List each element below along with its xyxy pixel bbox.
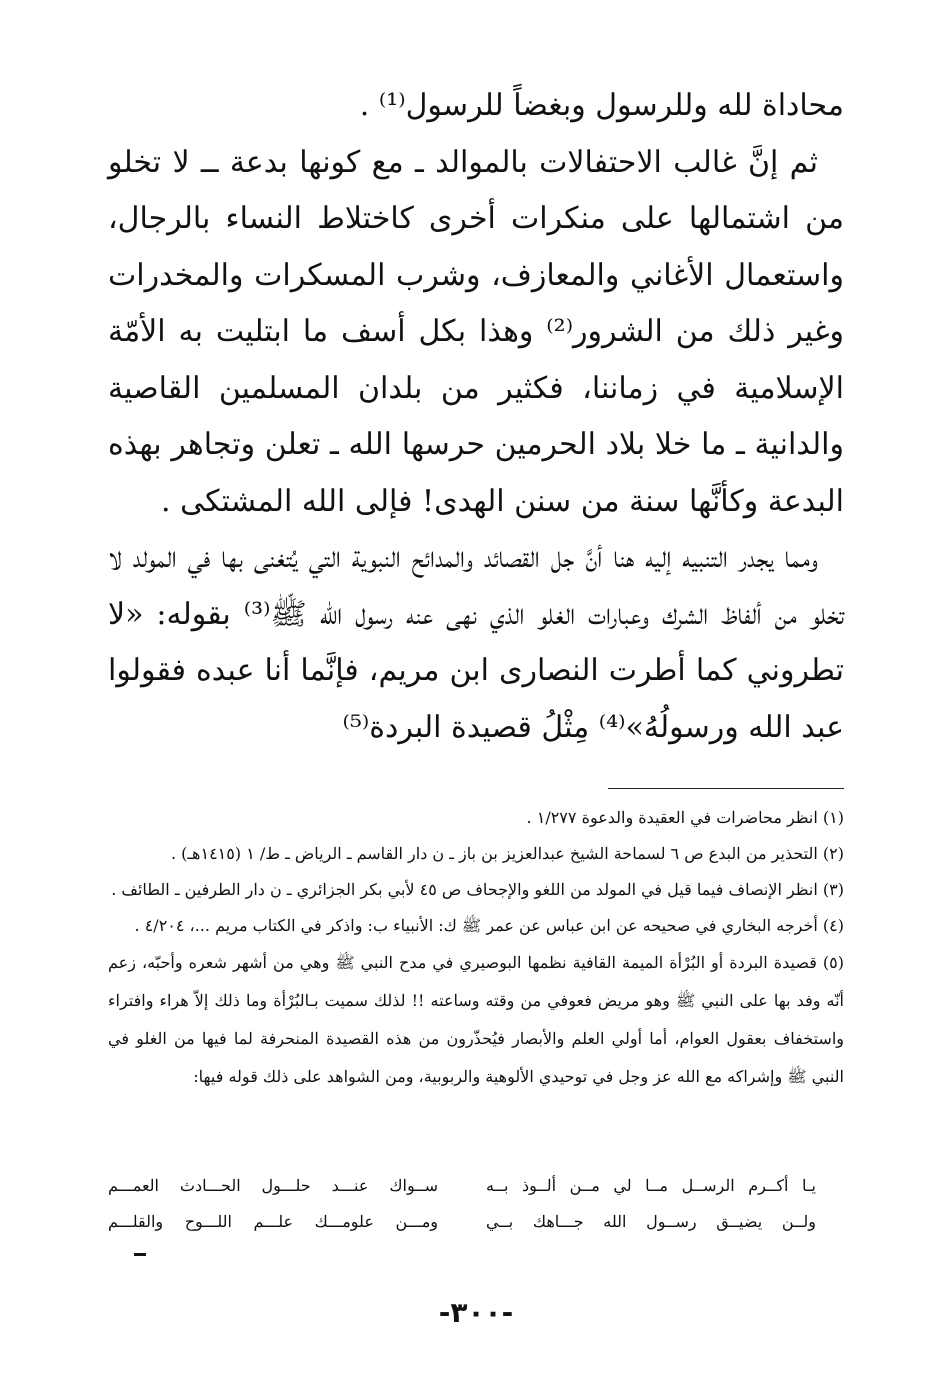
footnote-3: (٣) انظر الإنصاف فيما قيل في المولد من اللغو والإجحاف ص ٤٥ لأبي بكر الجزائري ـ ن دار الطرفين ـ الطائف . (111, 880, 844, 899)
verse-2 (108, 1204, 844, 1240)
footnote-2: (٢) التحذير من البدع ص ٦ لسماحة الشيخ عبدالعزيز بن باز ـ ن دار القاسم ـ الرياض ـ ط/ ١ (١٤١٥هـ) . (170, 844, 844, 863)
verse-1-second-half: ســواك عنـــد حلـــول الحـــادث العمـــم (108, 1176, 438, 1195)
paragraph-3: ومما يجدر التنبيه إليه هنا أنَّ جل القصائد والمدائح النبوية التي يُتغنى بها في المولد لا تخلو من ألفاظ الشرك وعبارات الغلو الذي نهى عنه رسول الله ﷺ⁽³⁾ بقوله: «لا تطروني كما أطرت النصارى ابن مريم، فإنَّما أنا عبده فقولوا عبد الله ورسولُهُ»⁽⁴⁾ مِثْلُ قصيدة البردة⁽⁵⁾ (108, 540, 844, 745)
footnotes (108, 800, 844, 1096)
footnote-5: (٥) قصيدة البردة أو البُرْأة الميمة القافية نظمها البوصيري في مدح النبي ﷺ وهي من أشهر شعره وأحبّه، زعم أنّه وفد بها على النبي ﷺ وهو مريض فعوفي من وقته وساعته !! لذلك سميت بـالبُرْأة وما ذلك إلاّ هراء وافتراء واستخفاف بعقول العوام، أما أولي العلم والأبصار فيُحذّرون من هذه القصيدة المنحرفة لما فيها من الغلو في النبي ﷺ وإشراكه مع الله عز وجل في توحيدي الألوهية والربوبية، ومن الشواهد على ذلك قوله فيها: (108, 953, 845, 1086)
verse-1 (108, 1168, 844, 1204)
verse-2-second-half: ومـــن علومـــك علـــم اللـــوح والقلـــم (108, 1212, 438, 1231)
footnote-1: (١) انظر محاضرات في العقيدة والدعوة ١/٢٧٧ . (526, 808, 844, 827)
paragraph-1: محاداة لله وللرسول وبغضاً للرسول⁽¹⁾ . (359, 88, 844, 123)
verse-1-first-half: يـا أكــرم الرســل مــا لي مــن ألــوذ بــه (486, 1176, 816, 1195)
footnote-4: (٤) أخرجه البخاري في صحيحه عن ابن عباس عن عمر ﷺ ك: الأنبياء ب: واذكر في الكتاب مريم ...، ٤/٢٠٤ . (134, 916, 844, 935)
verse-2-first-half: ولــن يضيــق رســول الله جـــاهك بــي (486, 1212, 816, 1231)
page-number: -٣٠٠- (438, 1296, 514, 1329)
continuation-dash (134, 1253, 146, 1256)
paragraph-2: ثم إنَّ غالب الاحتفالات بالموالد ـ مع كونها بدعة ــ لا تخلو من اشتمالها على منكرات أخرى كاختلاط النساء بالرجال، واستعمال الأغاني والمعازف، وشرب المسكرات والمخدرات وغير ذلك من الشرور⁽²⁾ وهذا بكل أسف ما ابتليت به الأمّة الإسلامية في زماننا، فكثير من بلدان المسلمين القاصية والدانية ـ ما خلا بلاد الحرمين حرسها الله ـ تعلن وتجاهر بهذه البدعة وكأنَّها سنة من سنن الهدى! فإلى الله المشتكى . (108, 144, 844, 519)
footnote-separator (608, 788, 844, 789)
main-text (108, 78, 844, 756)
poem-verses (108, 1168, 844, 1240)
